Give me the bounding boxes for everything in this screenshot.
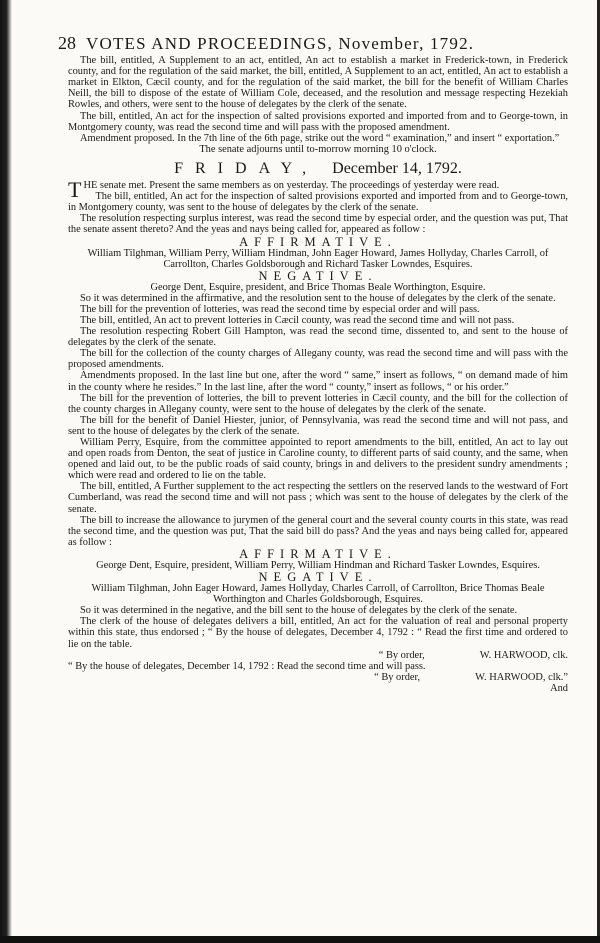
paragraph: The resolution respecting Robert Gill Hampton, was read the second time, dissented to, and sent to the house of delegates by the clerk of the senate.: [68, 326, 568, 349]
paragraph: The resolution respecting surplus interest, was read the second time by especial order, and the question was put, That the senate assent thereto? And the yeas and nays being called for, appeared as follow :: [68, 213, 568, 236]
adjournment-line: The senate adjourns until to-morrow morning 10 o'clock.: [199, 143, 437, 155]
affirmative-names: William Tilghman, William Perry, William Hindman, John Eager Howard, James Hollyday, Charles Carroll, of Carrollton, Charles Goldsborough and Richard Tasker Lowndes, Esquires.: [87, 247, 549, 270]
paragraph: Amendment proposed. In the 7th line of the 6th page, strike out the word “ examination,” and insert “ exportation.”: [80, 132, 560, 144]
paragraph: The bill for the benefit of Daniel Hiester, junior, of Pennsylvania, was read the second time and will not pass, and sent to the house of delegates by the clerk of the senate.: [68, 414, 568, 437]
opening-text: HE senate met. Present the same members as on yesterday. The proceedings of yesterday were read.: [83, 180, 500, 192]
day-name: FRIDAY,: [174, 159, 319, 177]
affirmative-heading: AFFIRMATIVE.: [239, 234, 397, 249]
affirmative-heading: AFFIRMATIVE.: [239, 546, 397, 561]
paragraph: William Perry, Esquire, from the committee appointed to report amendments to the bill, entitled, An act to lay out and open roads from Denton, the seat of justice in Caroline county, to different parts of said county, and the same, when opened and laid out, to be the public roads of said county, brings in and delivers to the president sundry amendments ; which were read and ordered to lie on the table.: [68, 437, 568, 482]
paragraph: The clerk of the house of delegates delivers a bill, entitled, An act for the valuation of real and personal property within this state, thus endorsed ; “ By the house of delegates, December 4, 1792 : “ Read the first time and ordered to lie on the table.: [68, 616, 568, 650]
paragraph: So it was determined in the negative, and the bill sent to the house of delegates by the clerk of the senate.: [80, 605, 518, 617]
signature-line: [68, 650, 568, 661]
paragraph: The bill for the prevention of lotteries, was read the second time by especial order and will pass.: [80, 303, 480, 315]
header-title: VOTES AND PROCEEDINGS, November, 1792.: [86, 34, 475, 53]
day-date: December 14, 1792.: [332, 159, 462, 177]
negative-heading: NEGATIVE.: [258, 570, 378, 585]
day-heading: [68, 159, 568, 177]
paragraph: Amendments proposed. In the last line but one, after the word “ same,” insert as follows, “ on demand made of him in the county where he resides.” In the last line, after the word “ county,” insert as follows, “ or his order.”: [68, 370, 568, 393]
scan-binding-shadow: [0, 0, 12, 943]
scan-bottom-edge: [0, 936, 600, 943]
paragraph: So it was determined in the affirmative, and the resolution sent to the house of delegates by the clerk of the senate.: [80, 292, 556, 304]
negative-heading: NEGATIVE.: [258, 268, 378, 283]
paragraph: The bill for the prevention of lotteries, the bill to prevent lotteries in Cæcil county, and the bill for the collection of the county charges in Allegany county, were sent to the house of delegates by the clerk of the senate.: [68, 392, 568, 415]
paragraph: The bill, entitled, A Supplement to an act, entitled, An act to establish a market in Frederick-town, in Frederick county, and for the regulation of the said market, the bill, entitled, A Supplement to an act, entitled, An act to establish a market in Elkton, Cæcil county, and for the regulation of the said market, the bill for the benefit of William Charles Neill, the bill to dispose of the estate of William Cole, deceased, and the resolution and message respecting Hezekiah Rowles, and others, were sent to the house of delegates by the clerk of the senate.: [68, 55, 568, 111]
signature-line: [68, 672, 568, 683]
clerk-name: W. HARWOOD, clk.: [479, 649, 568, 661]
by-order: “ By order,: [378, 649, 425, 661]
drop-cap: T: [68, 177, 82, 203]
paragraph: The bill, entitled, A Further supplement to the act respecting the settlers on the reserved lands to the westward of Fort Cumberland, was read the second time and will not pass ; which was sent to the house of delegates by the clerk of the senate.: [68, 481, 568, 515]
by-order: “ By order,: [374, 671, 421, 683]
negative-names: William Tilghman, John Eager Howard, James Hollyday, Charles Carroll, of Carrollton, Brice Thomas Beale Worthington and Charles Goldsborough, Esquires.: [91, 583, 545, 606]
running-header: [58, 33, 568, 53]
affirmative-names: George Dent, Esquire, president, William Perry, William Hindman and Richard Tasker Lowndes, Esquires.: [96, 559, 540, 571]
endorsement: “ By the house of delegates, December 14, 1792 : Read the second time and will pass.: [68, 660, 426, 672]
paragraph: The bill for the collection of the county charges of Allegany county, was read the second time and will pass with the proposed amendments.: [68, 348, 568, 371]
paragraph: The bill to increase the allowance to jurymen of the general court and the several county courts in this state, was read the second time, and the question was put, That the said bill do pass? And the yeas and nays being called for, appeared as follow :: [68, 514, 568, 548]
page-number: 28: [58, 33, 76, 53]
paragraph: The bill, entitled, An act to prevent lotteries in Cæcil county, was read the second time and will not pass.: [80, 314, 515, 326]
negative-names: George Dent, Esquire, president, and Brice Thomas Beale Worthington, Esquire.: [150, 281, 486, 293]
clerk-name: W. HARWOOD, clk.”: [475, 671, 568, 683]
catchword: And: [550, 682, 568, 694]
paragraph: The bill, entitled, An act for the inspection of salted provisions exported and imported from and to George-town, in Montgomery county, was sent to the house of delegates by the clerk of the senate.: [68, 191, 568, 214]
paragraph: The bill, entitled, An act for the inspection of salted provisions exported and imported from and to George-town, in Montgomery county, was read the second time and will pass with the proposed amendment.: [68, 110, 568, 133]
page-text: [58, 33, 568, 694]
